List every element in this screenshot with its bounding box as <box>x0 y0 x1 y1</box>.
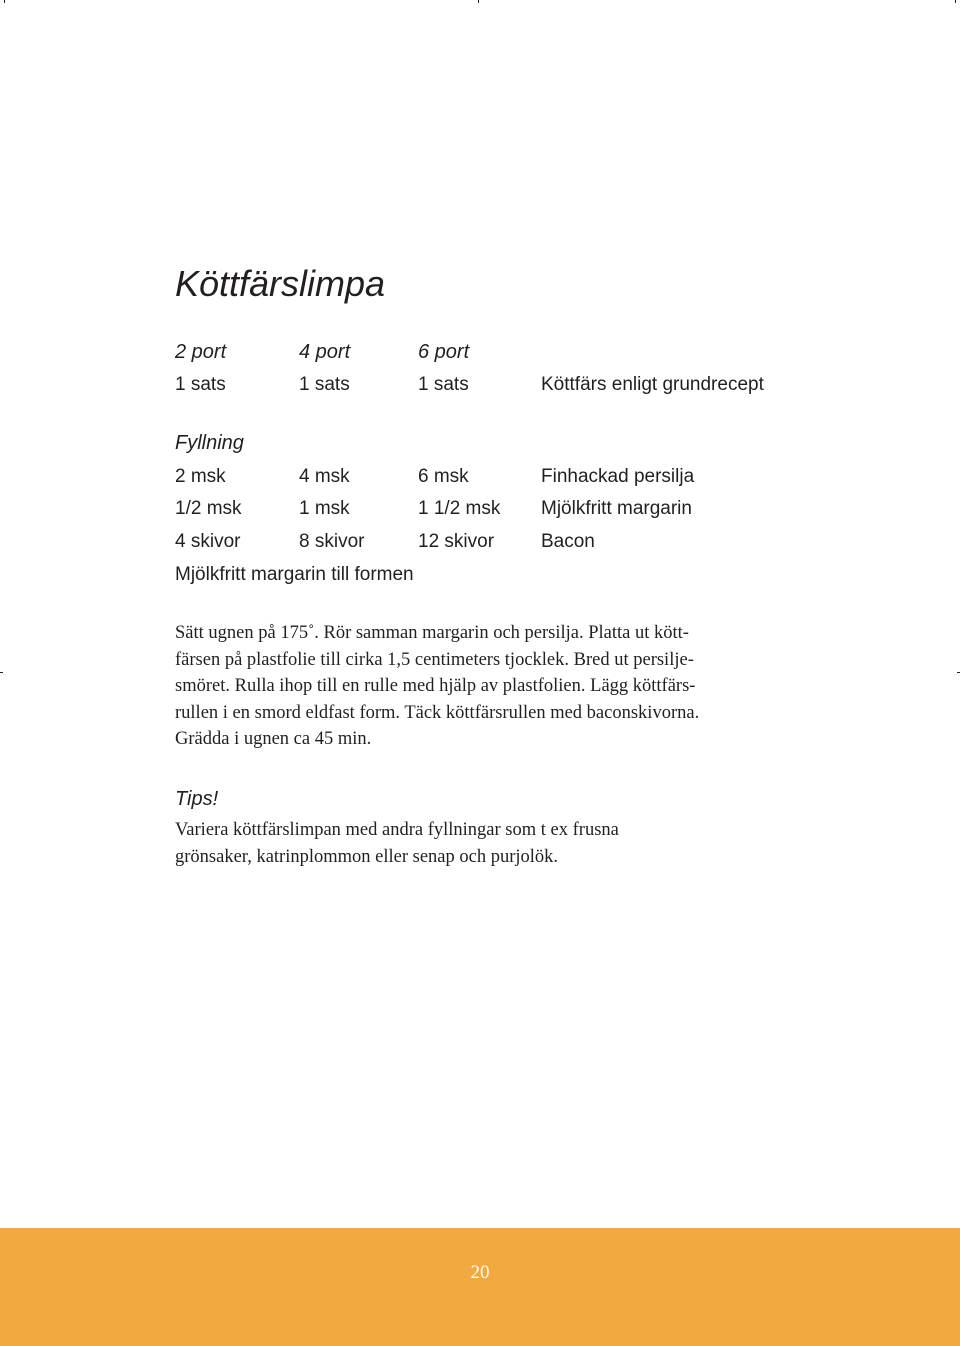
quantity-4-port: 1 sats <box>299 374 350 395</box>
tips-line: grönsaker, katrinplommon eller senap och purjolök. <box>175 846 559 867</box>
ingredient-name: Bacon <box>541 531 595 552</box>
quantity-4-port: 4 msk <box>299 466 350 487</box>
instruction-line: Grädda i ugnen ca 45 min. <box>175 729 372 750</box>
quantity-2-port: 4 skivor <box>175 531 241 552</box>
tips-line: Variera köttfärslimpan med andra fyllningar som t ex frusna <box>175 820 619 840</box>
quantity-4-port: 8 skivor <box>299 531 365 552</box>
ingredient-name: Finhackad persilja <box>541 466 695 487</box>
instruction-line: smöret. Rulla ihop till en rulle med hjälp av plastfolien. Lägg köttfärs- <box>175 676 696 697</box>
instruction-line: färsen på plastfolie till cirka 1,5 centimeters tjocklek. Bred ut persilje- <box>175 649 694 670</box>
ingredient-name: Köttfärs enligt grundrecept <box>541 374 764 395</box>
recipe-title: Köttfärslimpa <box>175 263 386 304</box>
quantity-6-port: 1 1/2 msk <box>418 498 501 519</box>
quantity-4-port: 1 msk <box>299 498 350 519</box>
quantity-2-port: 1/2 msk <box>175 498 242 519</box>
page-number: 20 <box>470 1262 490 1283</box>
instructions <box>175 620 699 753</box>
crop-mark <box>955 0 956 3</box>
quantity-2-port: 1 sats <box>175 374 226 395</box>
ingredient-name: Mjölkfritt margarin <box>541 498 692 519</box>
crop-mark <box>478 0 479 3</box>
filling-note-text: Mjölkfritt margarin till formen <box>175 564 414 585</box>
filling-heading: Fyllning <box>175 432 244 454</box>
portion-2-label: 2 port <box>175 341 227 363</box>
footer-band <box>0 1228 960 1346</box>
quantity-6-port: 12 skivor <box>418 531 495 552</box>
portion-6-label: 6 port <box>418 341 470 363</box>
tips-heading: Tips! <box>175 788 219 810</box>
instruction-line: Sätt ugnen på 175˚. Rör samman margarin och persilja. Platta ut kött- <box>175 623 689 643</box>
portion-4-label: 4 port <box>299 341 351 363</box>
crop-mark <box>4 0 5 3</box>
instruction-line: rullen i en smord eldfast form. Täck köttfärsrullen med baconskivorna. <box>175 702 700 723</box>
tips-text <box>175 817 619 870</box>
quantity-6-port: 6 msk <box>418 466 469 487</box>
crop-mark <box>0 672 3 673</box>
quantity-2-port: 2 msk <box>175 466 226 487</box>
quantity-6-port: 1 sats <box>418 374 469 395</box>
